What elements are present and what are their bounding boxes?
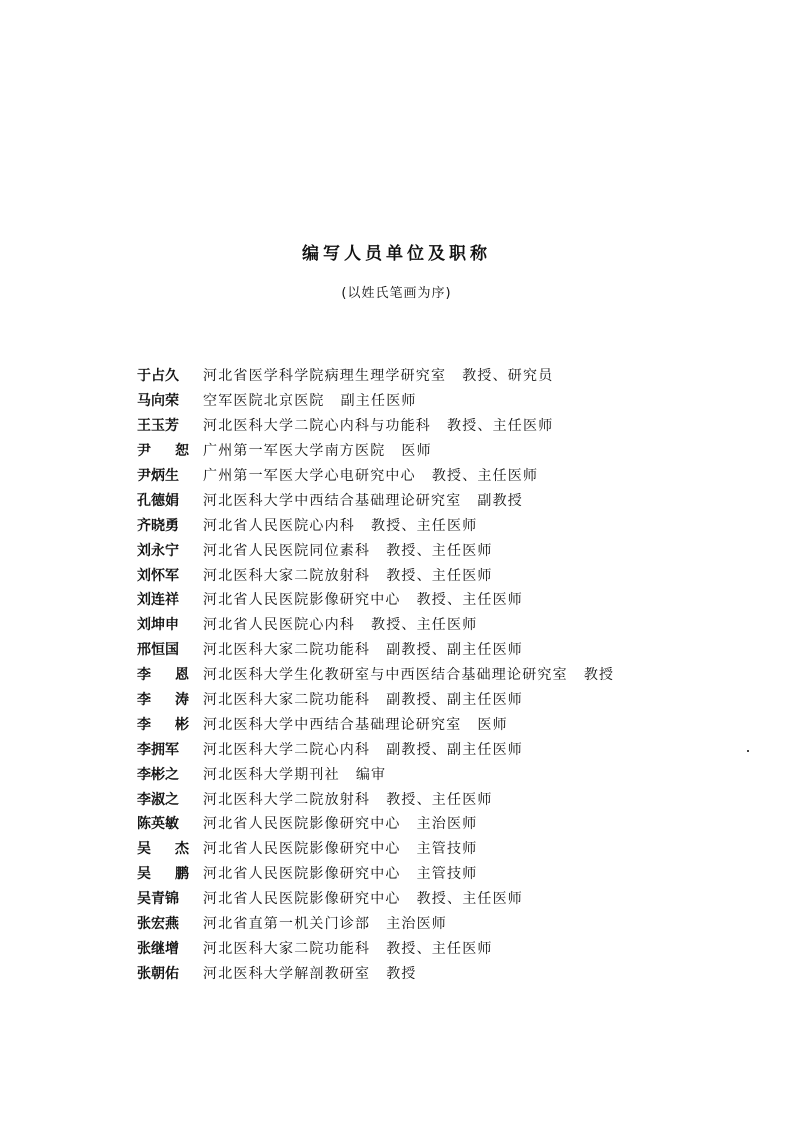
contributor-affiliation: 河北省人民医院影像研究中心 (203, 891, 401, 908)
list-item (137, 439, 757, 464)
contributor-title: 医师 (401, 443, 432, 460)
contributor-name (137, 864, 203, 884)
contributor-name: 齐晓勇 (137, 517, 179, 534)
list-item (137, 936, 757, 961)
list-item (137, 737, 757, 762)
contributor-title: 主管技师 (416, 866, 478, 883)
contributor-name: 刘坤申 (137, 617, 179, 634)
contributor-name: 陈英敏 (137, 816, 179, 833)
list-item (137, 563, 757, 588)
contributor-affiliation: 河北省人民医院影像研究中心 (203, 841, 401, 858)
list-item (137, 364, 757, 389)
contributor-title: 教授、主任医师 (371, 617, 478, 634)
contributor-title: 教授、主任医师 (386, 567, 493, 584)
contributor-affiliation: 河北医科大学期刊社 (203, 766, 340, 783)
contributor-affiliation: 河北医科大学二院心内科与功能科 (203, 418, 431, 435)
contributor-affiliation: 河北省人民医院同位素科 (203, 542, 371, 559)
contributor-affiliation: 河北省人民医院影像研究中心 (203, 866, 401, 883)
list-item (137, 414, 757, 439)
page-subtitle: (以姓氏笔画为序) (341, 286, 452, 301)
contributor-affiliation: 河北医科大学生化教研室与中西医结合基础理论研究室 (203, 667, 568, 684)
contributor-name: 刘连祥 (137, 592, 179, 609)
list-item (137, 588, 757, 613)
contributor-affiliation: 广州第一军医大学心电研究中心 (203, 468, 416, 484)
contributor-title: 教授、主任医师 (431, 468, 539, 484)
contributor-name: 张继增 (137, 940, 179, 957)
contributor-affiliation: 河北医科大学中西结合基础理论研究室 (203, 492, 462, 509)
contributor-title: 副教授、副主任医师 (386, 741, 524, 758)
contributor-title: 教授、研究员 (462, 368, 554, 385)
contributor-name: 李彬之 (137, 766, 179, 783)
list-item (137, 464, 757, 489)
list-item (137, 389, 757, 414)
contributor-name: 刘怀军 (137, 567, 179, 584)
list-item (137, 812, 757, 837)
name-char: 李 (137, 667, 151, 684)
list-item (137, 613, 757, 638)
contributor-affiliation: 河北医科大家二院放射科 (203, 567, 371, 584)
contributor-name: 孔德娟 (137, 492, 179, 509)
contributor-affiliation: 河北省医学科学院病理生理学研究室 (203, 368, 447, 385)
contributor-title: 教授 (386, 965, 417, 982)
contributor-affiliation: 河北省人民医院心内科 (203, 617, 355, 634)
contributor-name: 王玉芳 (137, 418, 179, 435)
contributor-list (137, 364, 757, 986)
list-item (137, 837, 757, 862)
name-char: 李 (137, 692, 151, 709)
name-char: 杰 (175, 841, 189, 858)
contributor-name (137, 690, 203, 710)
contributor-affiliation: 河北省人民医院影像研究中心 (203, 816, 401, 833)
list-item (137, 663, 757, 688)
contributor-name (137, 665, 203, 685)
contributor-name: 尹炳生 (137, 468, 179, 484)
contributor-affiliation: 河北省人民医院心内科 (203, 517, 355, 534)
contributor-name (137, 715, 203, 735)
page-title: 编写人员单位及职称 (302, 244, 491, 264)
list-item (137, 488, 757, 513)
list-item (137, 638, 757, 663)
scan-speck (747, 750, 749, 752)
contributor-name: 吴青锦 (137, 891, 179, 908)
list-item (137, 787, 757, 812)
contributor-name (137, 839, 203, 859)
contributor-title: 教授、主任医师 (371, 517, 478, 534)
contributor-name: 李拥军 (137, 741, 179, 758)
contributor-title: 主治医师 (386, 916, 448, 933)
list-item (137, 862, 757, 887)
name-char: 吴 (137, 866, 151, 883)
contributor-title: 主治医师 (416, 816, 478, 833)
name-char: 彬 (175, 716, 189, 733)
contributor-name: 邢恒国 (137, 642, 179, 659)
contributor-name: 张朝佑 (137, 965, 179, 982)
contributor-title: 教授、主任医师 (386, 940, 493, 957)
contributor-title: 教授、主任医师 (386, 542, 493, 559)
contributor-affiliation: 河北医科大家二院功能科 (203, 940, 371, 957)
name-char: 涛 (175, 692, 189, 709)
contributor-title: 教授、主任医师 (447, 418, 554, 435)
name-char: 李 (137, 716, 151, 733)
contributor-affiliation: 河北医科大家二院功能科 (203, 642, 371, 659)
name-char: 恕 (175, 443, 189, 460)
contributor-affiliation: 河北医科大学二院放射科 (203, 791, 371, 808)
list-item (137, 513, 757, 538)
contributor-name (137, 441, 203, 461)
contributor-affiliation: 河北医科大学解剖教研室 (203, 965, 371, 982)
contributor-title: 教授、主任医师 (416, 592, 524, 609)
contributor-name: 李淑之 (137, 791, 179, 808)
contributor-title: 主管技师 (416, 841, 478, 858)
contributor-title: 医师 (477, 716, 508, 733)
contributor-title: 编审 (355, 766, 387, 783)
contributor-affiliation: 河北医科大家二院功能科 (203, 692, 371, 709)
list-item (137, 887, 757, 912)
contributor-title: 副教授 (477, 492, 524, 509)
contributor-title: 教授、主任医师 (416, 891, 524, 908)
contributor-name: 刘永宁 (137, 542, 179, 559)
contributor-title: 副教授、副主任医师 (386, 692, 524, 709)
list-item (137, 688, 757, 713)
list-item (137, 912, 757, 937)
contributor-name: 张宏燕 (137, 916, 179, 933)
list-item (137, 961, 757, 986)
contributor-name: 于占久 (137, 368, 179, 385)
contributor-affiliation: 河北省人民医院影像研究中心 (203, 592, 401, 609)
contributor-affiliation: 河北省直第一机关门诊部 (203, 916, 371, 933)
contributor-title: 副主任医师 (340, 393, 417, 410)
contributor-title: 教授、主任医师 (386, 791, 493, 808)
name-char: 恩 (175, 667, 189, 684)
list-item (137, 538, 757, 563)
name-char: 尹 (137, 443, 151, 460)
name-char: 吴 (137, 841, 151, 858)
list-item (137, 762, 757, 787)
contributor-affiliation: 河北医科大学中西结合基础理论研究室 (203, 716, 462, 733)
contributor-affiliation: 广州第一军医大学南方医院 (203, 443, 386, 460)
contributor-title: 教授 (583, 667, 615, 684)
contributor-title: 副教授、副主任医师 (386, 642, 524, 659)
contributor-affiliation: 空军医院北京医院 (203, 393, 325, 410)
contributor-name: 马向荣 (137, 393, 179, 410)
contributor-affiliation: 河北医科大学二院心内科 (203, 741, 371, 758)
name-char: 鹏 (175, 866, 189, 883)
list-item (137, 712, 757, 737)
